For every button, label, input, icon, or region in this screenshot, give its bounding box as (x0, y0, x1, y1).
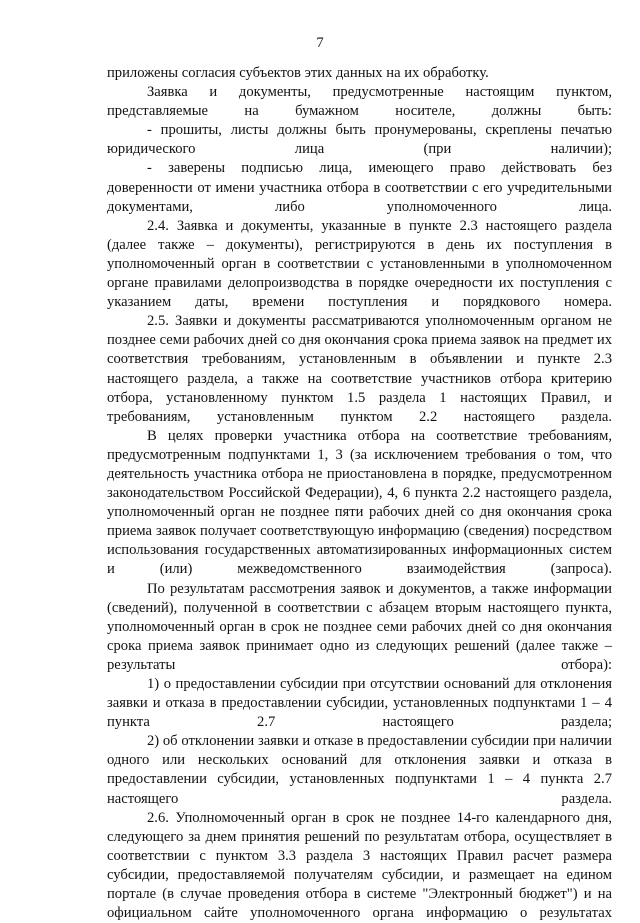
page-number: 7 (316, 35, 324, 51)
paragraph-paper-requirements: Заявка и документы, предусмотренные настоящим пунктом, представляемые на бумажном носителе, должны быть: (107, 84, 612, 120)
document-body (107, 64, 612, 923)
paragraph-decision-1: 1) о предоставлении субсидии при отсутствии оснований для отклонения заявки и отказа в предоставлении субсидии, установленных подпунктами 1 – 4 пункта 2.7 настоящего раздела; (107, 676, 612, 731)
paragraph-2-5: 2.5. Заявки и документы рассматриваются уполномоченным органом не позднее семи рабочих дней со дня окончания срока приема заявок на предмет их соответствия требованиям, установленным в объявлении и пункте 2.3 настоящего раздела, а также на соответствие участников отбора критерию отбора, установленному пунктом 1.5 раздела 1 настоящих Правил, и требованиям, установленным пунктом 2.2 настоящего раздела. (107, 313, 612, 425)
paragraph-decision-2: 2) об отклонении заявки и отказе в предоставлении субсидии при наличии одного или нескольких оснований для отклонения заявки и отказа в предоставлении субсидии, установленных подпунктами 1 – 4 пункта 2.7 настоящего раздела. (107, 733, 612, 807)
paragraph-signature: - заверены подписью лица, имеющего право действовать без доверенности от имени участника отбора в соответствии с его учредительными документами, либо уполномоченного лица. (107, 160, 612, 215)
paragraph-consent: приложены согласия субъектов этих данных на их обработку. (107, 65, 489, 81)
paragraph-2-4: 2.4. Заявка и документы, указанные в пункте 2.3 настоящего раздела (далее также – документы), регистрируются в день их поступления в уполномоченный орган в соответствии с установленными в уполномоченном органе правилами делопроизводства в порядке очередности их поступления с указанием даты, времени поступления и порядкового номера. (107, 217, 612, 311)
paragraph-decisions: По результатам рассмотрения заявок и документов, а также информации (сведений), полученной в соответствии с абзацем вторым настоящего пункта, уполномоченный орган в срок не позднее семи рабочих дней со дня окончания срока приема заявок принимает одно из следующих решений (далее также – результаты отбора): (107, 580, 612, 673)
paragraph-verification: В целях проверки участника отбора на соответствие требованиям, предусмотренным подпунктами 1, 3 (за исключением требования о том, что деятельность участника отбора не приостановлена в порядке, предусмотренном законодательством Российской Федерации), 4, 6 пункта 2.2 настоящего раздела, уполномоченный орган не позднее пяти рабочих дней со дня окончания срока приема заявок получает соответствующую информацию (сведения) посредством использования государственных автоматизированных информационных систем и (или) межведомственного взаимодействия (запроса). (107, 427, 612, 578)
paragraph-bound-sheets: - прошиты, листы должны быть пронумерованы, скреплены печатью юридического лица (при наличии); (107, 122, 612, 158)
paragraph-2-6: 2.6. Уполномоченный орган в срок не позднее 14-го календарного дня, следующего за днем принятия решений по результатам отбора, осуществляет в соответствии с пунктом 3.3 раздела 3 настоящих Правил расчет размера субсидии, предоставляемой получателям субсидии, и размещает на едином портале (в случае проведения отбора в системе "Электронный бюджет") и на официальном сайте уполномоченного органа информацию о результатах (107, 809, 612, 922)
